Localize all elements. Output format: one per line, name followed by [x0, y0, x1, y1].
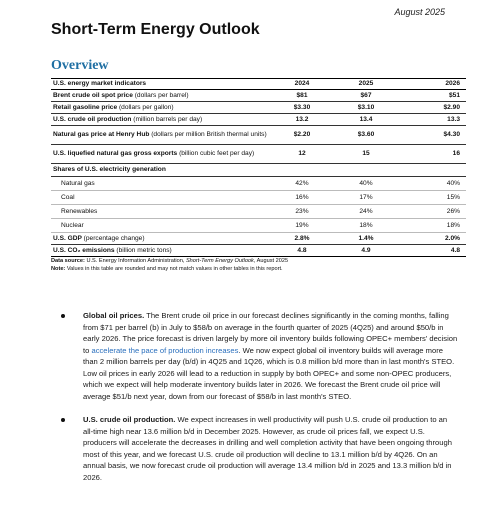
cell-2025: $3.10	[334, 102, 398, 114]
column-header: U.S. energy market indicators	[51, 79, 270, 90]
cell-2025: 17%	[334, 191, 398, 205]
cell-2025: 4.9	[334, 245, 398, 257]
row-label	[51, 102, 270, 114]
table-footnote	[51, 266, 466, 274]
table-row	[51, 90, 466, 102]
row-label	[51, 90, 270, 102]
bullet-dot	[61, 418, 65, 422]
row-label: Renewables	[51, 205, 270, 219]
row-label: Natural gas	[51, 177, 270, 191]
row-label-text: U.S. liquefied natural gas gross exports	[53, 150, 178, 157]
cell-2024: 19%	[270, 219, 334, 233]
cell-2024: 23%	[270, 205, 334, 219]
row-label	[51, 233, 270, 245]
row-label: Nuclear	[51, 219, 270, 233]
section-title: Overview	[51, 58, 109, 73]
bullet-text: . We now expect global oil inventory builds will average more than 2 million barrels per day (b/d) in 4Q25 and 1Q26, which is 0.8 million b/d more than in last month's STEO. Low oil prices in early 2026 will lead to a reduction in supply by both OPEC+ and some non-OPEC producers, which we expect will help moderate inventory builds later in 2026. We forecast the Brent crude oil price will average $51/b next year, down from our forecast of $58/b in last month's STEO.	[83, 345, 455, 401]
cell-2024: $3.30	[270, 102, 334, 114]
cell-2024: 2.8%	[270, 233, 334, 245]
column-header: 2024	[270, 79, 334, 90]
indicators-table-wrapper	[51, 78, 466, 273]
row-label-text: U.S. GDP	[53, 234, 82, 242]
cell-2025: 15	[334, 145, 398, 164]
table-row	[51, 102, 466, 114]
cell-2026: 26%	[398, 205, 466, 219]
note-label: Note:	[51, 265, 66, 272]
cell-2026: 15%	[398, 191, 466, 205]
row-unit: (dollars per million British thermal units)	[151, 131, 267, 138]
row-label-text: Brent crude oil spot price	[53, 91, 133, 99]
table-row	[51, 177, 466, 191]
data-source-label: Data source:	[51, 258, 85, 264]
column-header: 2026	[398, 79, 466, 90]
data-source-note	[51, 258, 466, 266]
table-row	[51, 205, 466, 219]
cell-2024: $2.20	[270, 126, 334, 145]
cell-2024: 16%	[270, 191, 334, 205]
note-text: Values in this table are rounded and may not match values in other tables in this report.	[66, 265, 283, 272]
data-source-date: August 2025	[256, 258, 289, 264]
bullet-text: We expect increases in well productivity will push U.S. crude oil production to an all-time high near 13.6 million b/d in December 2025. However, as crude oil prices fall, we expect U.S. producers will accelerate the decreases in drilling and well completion activity that have been ongoing through most of this year, and we forecast U.S. crude oil production will decline to 13.1 million b/d by 4Q26. On an annual basis, we now forecast crude oil production will average 13.4 million b/d in 2025 and 13.3 million b/d in 2026.	[83, 415, 452, 482]
report-date: August 2025	[394, 7, 445, 17]
overview-bullets	[58, 310, 458, 495]
cell-2025: $3.60	[334, 126, 398, 145]
table-section-header	[51, 164, 466, 177]
cell-2025: 18%	[334, 219, 398, 233]
row-unit: (percentage change)	[83, 234, 145, 242]
cell-2026: 18%	[398, 219, 466, 233]
cell-2026: 40%	[398, 177, 466, 191]
row-label-text: U.S. crude oil production	[53, 115, 132, 123]
row-unit: (dollars per gallon)	[118, 103, 174, 111]
cell-2025: 1.4%	[334, 233, 398, 245]
cell-2025: $67	[334, 90, 398, 102]
data-source-publication: Short-Term Energy Outlook,	[185, 258, 256, 264]
cell-2025: 40%	[334, 177, 398, 191]
bullet-global-oil-prices	[58, 310, 458, 402]
table-row	[51, 245, 466, 257]
cell-2026: $4.30	[398, 126, 466, 145]
row-label-text: Natural gas price at Henry Hub	[53, 131, 150, 138]
indicators-table	[51, 78, 466, 257]
bullet-heading: Global oil prices.	[83, 311, 145, 320]
bullet-text: The Brent crude oil price in our forecast declines significantly in the coming months, falling from $71 per barrel (b) in July to $58/b on average in the fourth quarter of 2025 (4Q25) and around $50/b in early 2026. The price forecast is driven largely by more oil inventory builds following OPEC+ members' decision to	[83, 311, 458, 355]
data-source-text: U.S. Energy Information Administration,	[86, 258, 185, 264]
row-unit: (billion cubic feet per day)	[179, 150, 255, 157]
row-label	[51, 114, 270, 126]
row-label	[51, 245, 270, 257]
table-row	[51, 219, 466, 233]
bullet-dot	[61, 314, 65, 318]
cell-2026: 4.8	[398, 245, 466, 257]
row-unit: (million barrels per day)	[133, 115, 203, 123]
row-label: Coal	[51, 191, 270, 205]
table-row	[51, 233, 466, 245]
table-row	[51, 126, 466, 145]
row-label	[51, 126, 270, 145]
cell-2026: $2.90	[398, 102, 466, 114]
cell-2024: 12	[270, 145, 334, 164]
table-notes	[51, 258, 466, 273]
table-row	[51, 191, 466, 205]
cell-2026: 2.0%	[398, 233, 466, 245]
column-header: 2025	[334, 79, 398, 90]
cell-2025: 13.4	[334, 114, 398, 126]
production-increases-link[interactable]: accelerate the pace of production increases	[91, 345, 239, 355]
cell-2026: 16	[398, 145, 466, 164]
section-label: Shares of U.S. electricity generation	[51, 164, 466, 177]
table-row	[51, 145, 466, 164]
cell-2025: 24%	[334, 205, 398, 219]
cell-2026: $51	[398, 90, 466, 102]
row-label-text: U.S. CO₂ emissions	[53, 246, 115, 254]
cell-2026: 13.3	[398, 114, 466, 126]
bullet-heading: U.S. crude oil production.	[83, 415, 176, 424]
row-unit: (dollars per barrel)	[134, 91, 189, 99]
cell-2024: 4.8	[270, 245, 334, 257]
table-header-row	[51, 79, 466, 90]
bullet-us-crude-oil-production	[58, 414, 458, 483]
table-row	[51, 114, 466, 126]
cell-2024: 42%	[270, 177, 334, 191]
row-unit: (billion metric tons)	[116, 246, 172, 254]
cell-2024: 13.2	[270, 114, 334, 126]
cell-2024: $81	[270, 90, 334, 102]
page-title: Short-Term Energy Outlook	[51, 21, 260, 38]
row-label	[51, 145, 270, 164]
row-label-text: Retail gasoline price	[53, 103, 118, 111]
